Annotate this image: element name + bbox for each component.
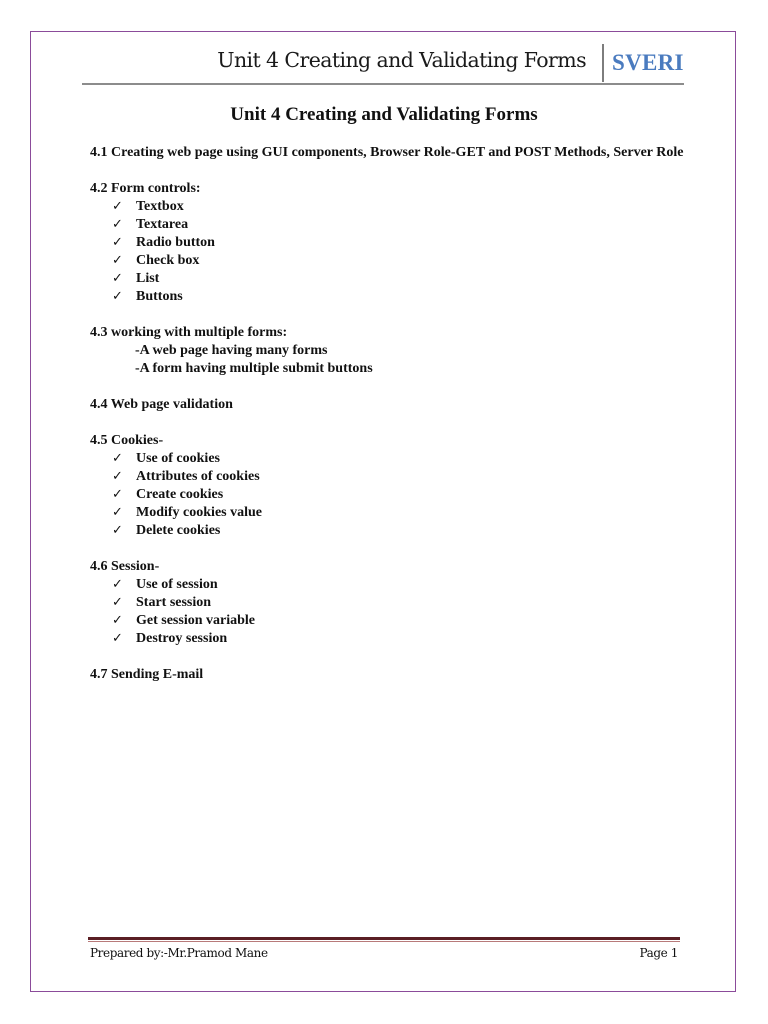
section-4-2	[90, 180, 690, 306]
syllabus-content	[90, 144, 690, 702]
checkmark-icon: ✓	[112, 631, 123, 646]
section-4-7	[90, 666, 690, 684]
footer-rule	[88, 937, 680, 940]
list-item: ✓ Textbox	[112, 199, 184, 214]
list-item: -A form having multiple submit buttons	[135, 361, 373, 376]
section-4-1	[90, 144, 690, 162]
header-rule	[82, 83, 684, 85]
list-item: ✓ Radio button	[112, 235, 215, 250]
header-title: Unit 4 Creating and Validating Forms	[217, 48, 586, 72]
list-item: -A web page having many forms	[135, 343, 328, 358]
section-heading: 4.3 working with multiple forms:	[90, 325, 288, 340]
checkmark-icon: ✓	[112, 253, 123, 268]
checkmark-icon: ✓	[112, 235, 123, 250]
section-heading: 4.2 Form controls:	[90, 181, 201, 196]
section-heading: 4.1 Creating web page using GUI components, Browser Role-GET and POST Methods, Server Role	[90, 145, 684, 160]
page-number: Page 1	[639, 946, 678, 960]
section-4-6	[90, 558, 690, 648]
checklist	[90, 576, 690, 648]
list-item: ✓ Use of session	[112, 577, 218, 592]
section-heading: 4.6 Session-	[90, 559, 160, 574]
list-item: ✓ Check box	[112, 253, 200, 268]
list-item: ✓ List	[112, 271, 160, 286]
section-heading: 4.7 Sending E-mail	[90, 667, 204, 682]
checkmark-icon: ✓	[112, 217, 123, 232]
checkmark-icon: ✓	[112, 487, 123, 502]
section-4-3	[90, 324, 690, 378]
checkmark-icon: ✓	[112, 451, 123, 466]
checkmark-icon: ✓	[112, 289, 123, 304]
list-item: ✓ Destroy session	[112, 631, 228, 646]
checkmark-icon: ✓	[112, 613, 123, 628]
checkmark-icon: ✓	[112, 469, 123, 484]
list-item: ✓ Create cookies	[112, 487, 224, 502]
checkmark-icon: ✓	[112, 595, 123, 610]
list-item: ✓ Textarea	[112, 217, 189, 232]
section-4-4	[90, 396, 690, 414]
checkmark-icon: ✓	[112, 523, 123, 538]
checkmark-icon: ✓	[112, 505, 123, 520]
document-title: Unit 4 Creating and Validating Forms	[230, 104, 538, 125]
footer-rule-thin	[88, 941, 680, 942]
list-item: ✓ Modify cookies value	[112, 505, 262, 520]
header-separator	[602, 44, 604, 82]
list-item: ✓ Delete cookies	[112, 523, 221, 538]
list-item: ✓ Attributes of cookies	[112, 469, 260, 484]
list-item: ✓ Get session variable	[112, 613, 255, 628]
footer-author: Prepared by:-Mr.Pramod Mane	[90, 946, 268, 960]
checkmark-icon: ✓	[112, 199, 123, 214]
list-item: ✓ Use of cookies	[112, 451, 220, 466]
header-brand: SVERI	[612, 50, 684, 75]
checkmark-icon: ✓	[112, 577, 123, 592]
section-heading: 4.5 Cookies-	[90, 433, 164, 448]
list-item: ✓ Start session	[112, 595, 212, 610]
page-header	[82, 44, 684, 84]
checklist	[90, 450, 690, 540]
list-item: ✓ Buttons	[112, 289, 183, 304]
checkmark-icon: ✓	[112, 271, 123, 286]
sub-list	[90, 342, 690, 378]
checklist	[90, 198, 690, 306]
section-heading: 4.4 Web page validation	[90, 397, 233, 412]
section-4-5	[90, 432, 690, 540]
